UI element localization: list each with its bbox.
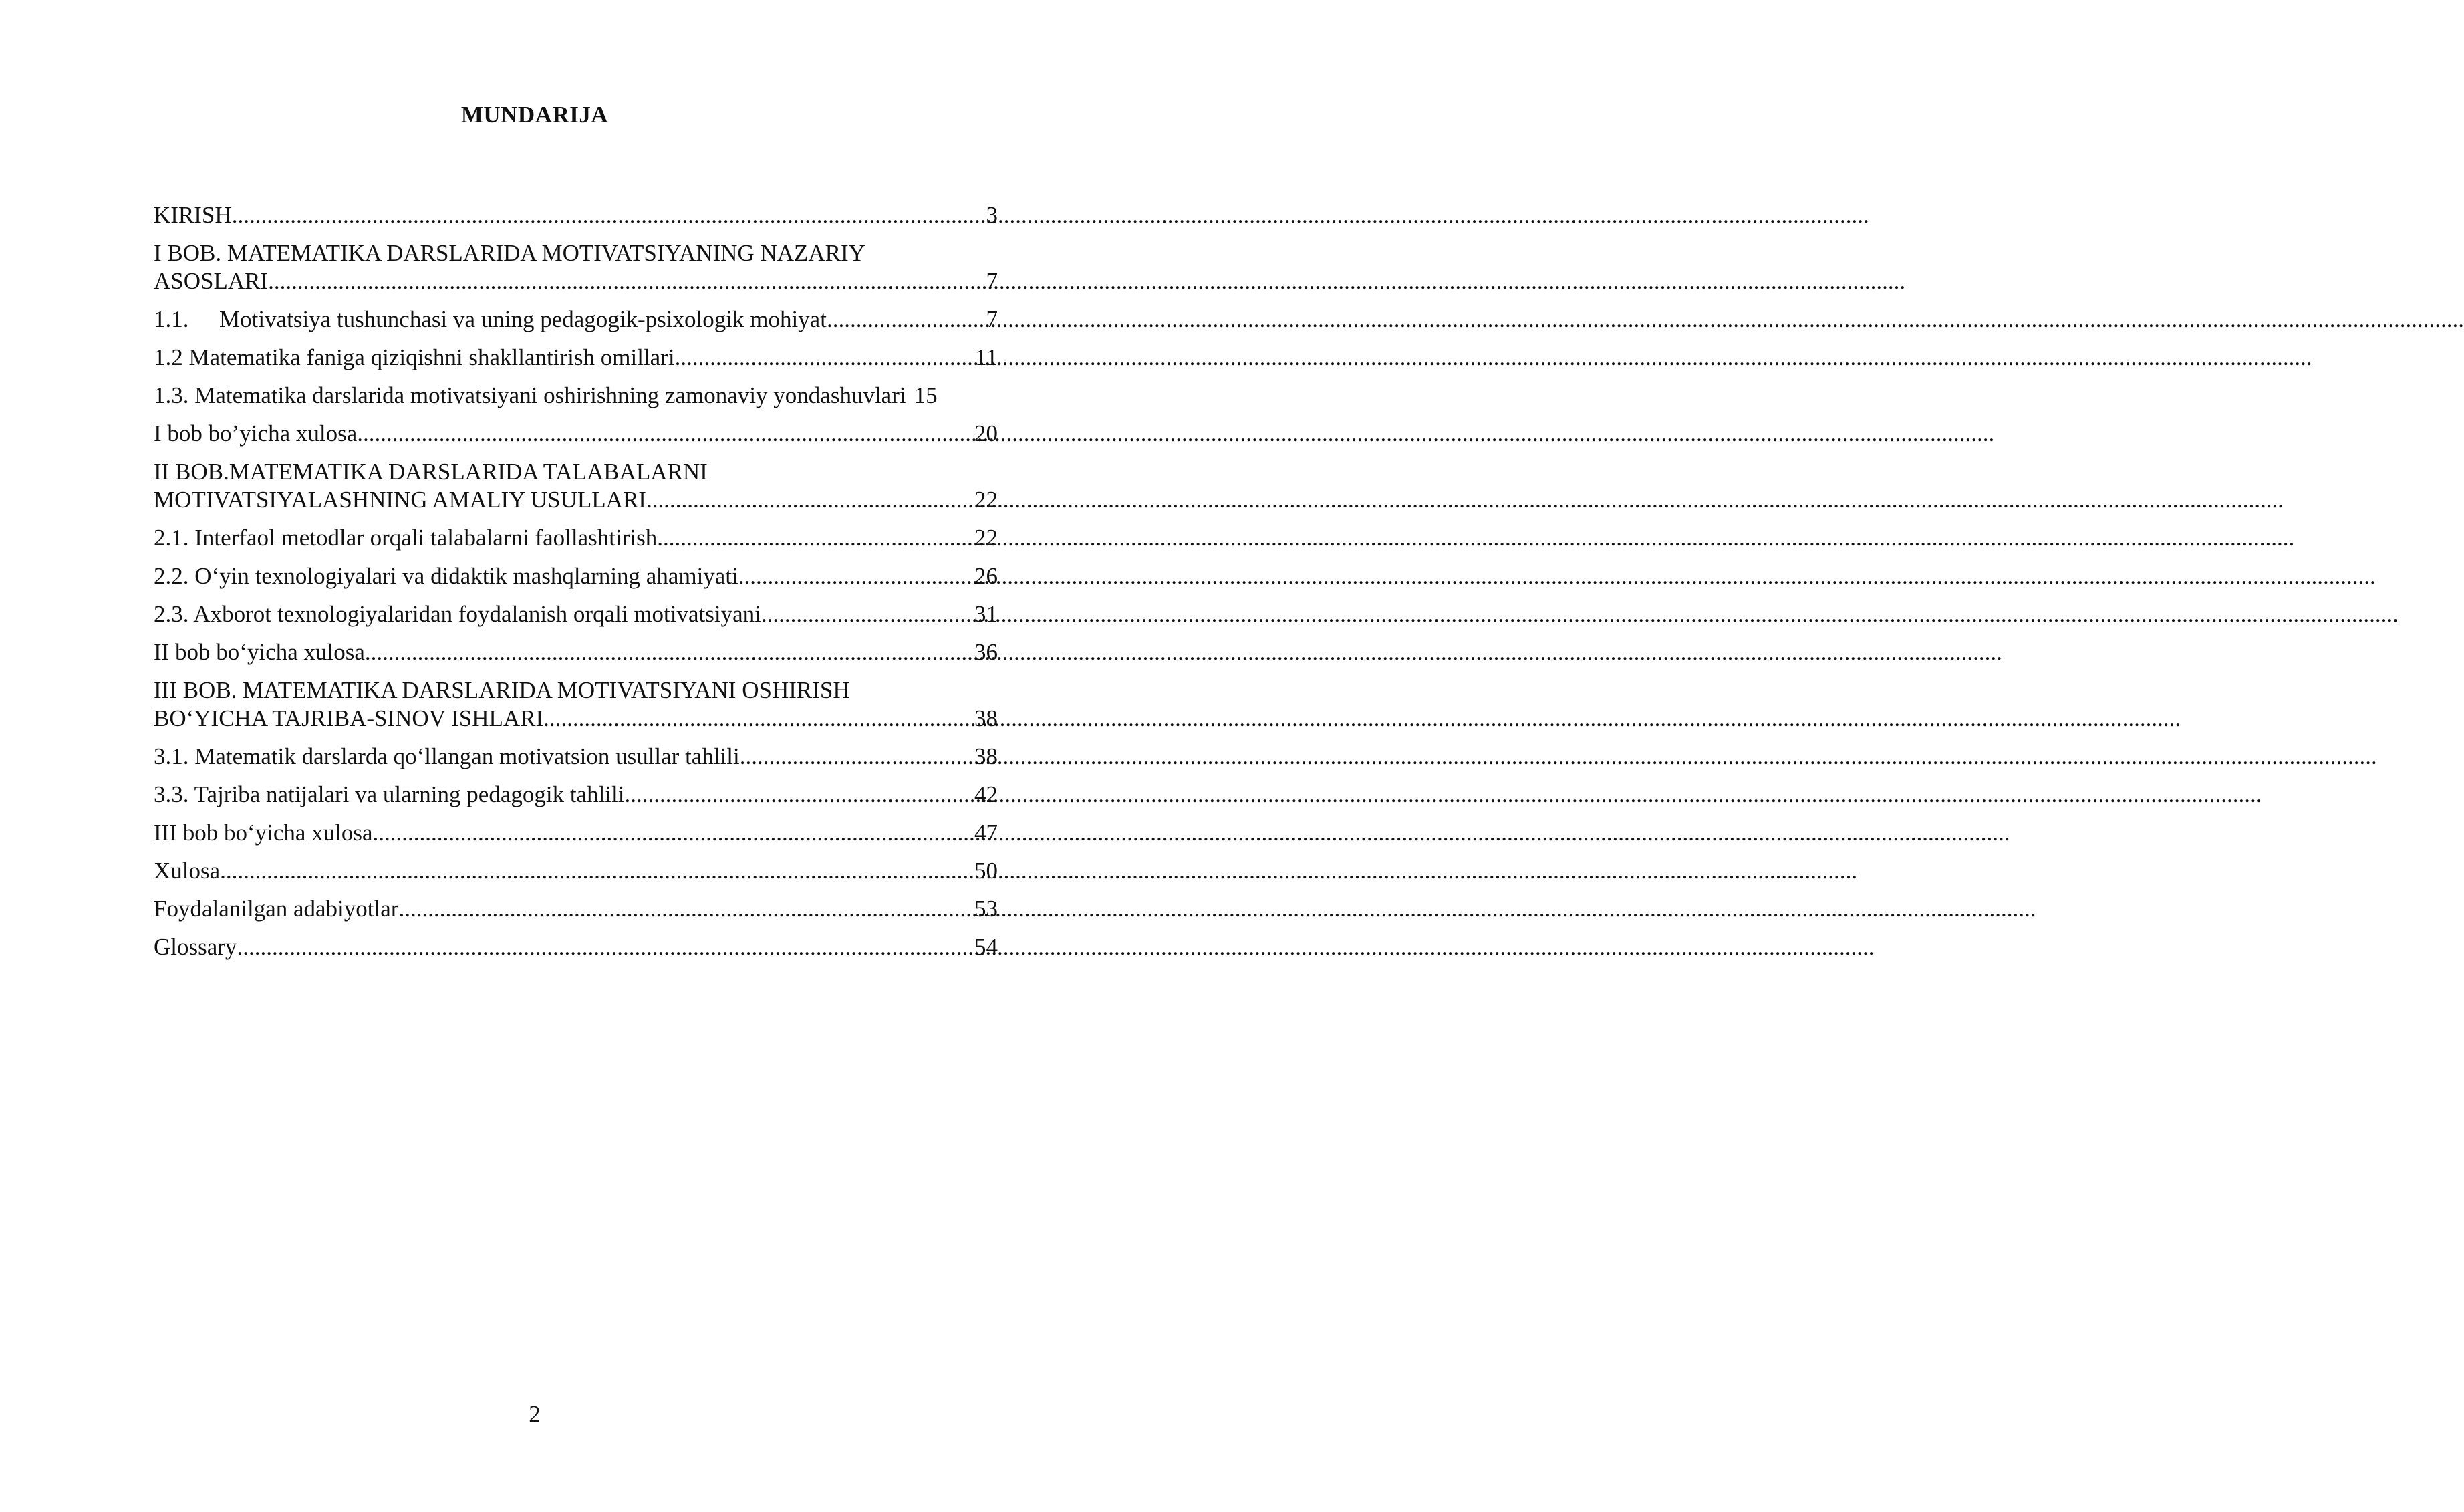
toc-dot-leader <box>398 895 973 923</box>
toc-entry-title <box>154 524 657 552</box>
toc-entry-page: 7 <box>986 268 998 294</box>
toc-entry-text: 2.2. O‘yin texnologiyalari va didaktik mashqlarning ahamiyati <box>154 563 738 589</box>
toc-entry-page: 42 <box>974 781 998 807</box>
toc-entry-title <box>154 382 906 410</box>
toc-entry[interactable] <box>154 743 998 771</box>
toc-entry-page: 22 <box>974 487 998 513</box>
toc-entry-page: 53 <box>974 896 998 922</box>
toc-dot-leader <box>232 201 985 229</box>
toc-entry-line <box>154 857 998 885</box>
toc-entry-page: 7 <box>986 306 998 332</box>
toc-entry-text: Foydalanilgan adabiyotlar <box>154 896 399 922</box>
document-page <box>0 0 1069 1512</box>
toc-entry-page: 36 <box>974 639 998 665</box>
toc-entry-line <box>154 382 998 410</box>
toc-dot-leader <box>738 562 973 590</box>
toc-entry-page: 50 <box>974 858 998 884</box>
toc-entry[interactable] <box>154 420 998 448</box>
toc-entry[interactable] <box>154 676 998 733</box>
toc-entry-text: KIRISH <box>154 202 232 228</box>
toc-entry-title <box>154 600 761 628</box>
toc-dot-leader <box>220 857 973 885</box>
toc-entry-heading-line: III BOB. MATEMATIKA DARSLARIDA MOTIVATSIYANI OSHIRISH <box>154 677 850 703</box>
toc-entry[interactable] <box>154 857 998 885</box>
toc-entry[interactable] <box>154 305 998 334</box>
toc-entry-title <box>154 344 675 372</box>
page-title: MUNDARIJA <box>460 102 609 128</box>
toc-entry-line <box>154 600 998 628</box>
toc-entry-heading-line: I BOB. MATEMATIKA DARSLARIDA MOTIVATSIYANING NAZARIY <box>154 240 865 266</box>
toc-entry[interactable] <box>154 781 998 809</box>
toc-entry-title <box>154 305 827 334</box>
toc-dot-leader <box>357 420 973 448</box>
toc-dot-leader <box>740 743 973 771</box>
toc-dot-leader <box>365 638 973 666</box>
toc-entry-page: 54 <box>974 934 998 960</box>
toc-entry[interactable] <box>154 201 998 229</box>
toc-entry[interactable] <box>154 933 998 961</box>
toc-entry-title <box>154 895 398 923</box>
toc-entry-heading-line: II BOB.MATEMATIKA DARSLARIDA TALABALARNI <box>154 459 708 485</box>
toc-entry-title <box>154 267 268 295</box>
toc-entry-title <box>154 819 373 847</box>
toc-dot-leader <box>268 267 984 295</box>
toc-entry-number: 1.1. <box>154 306 189 332</box>
toc-entry[interactable] <box>154 895 998 923</box>
toc-entry-line <box>154 933 998 961</box>
toc-entry-text: I bob bo’yicha xulosa <box>154 420 358 447</box>
toc-entry-line <box>154 420 998 448</box>
table-of-contents <box>154 201 998 971</box>
toc-entry-title <box>154 486 646 514</box>
toc-entry[interactable] <box>154 524 998 552</box>
toc-entry-text: Xulosa <box>154 858 221 884</box>
toc-entry[interactable] <box>154 344 998 372</box>
toc-entry[interactable] <box>154 638 998 666</box>
toc-dot-leader <box>675 344 974 372</box>
toc-entry-page: 20 <box>974 420 998 447</box>
toc-entry-line <box>154 819 998 847</box>
toc-entry-text: Glossary <box>154 934 237 960</box>
toc-dot-leader <box>657 524 973 552</box>
toc-entry-line <box>154 895 998 923</box>
toc-entry-title <box>154 420 357 448</box>
toc-entry-page: 38 <box>974 705 998 731</box>
toc-entry-title <box>154 781 624 809</box>
toc-entry-text: III bob bo‘yicha xulosa <box>154 820 373 846</box>
page-number: 2 <box>529 1401 541 1427</box>
toc-entry-title <box>154 857 220 885</box>
toc-dot-leader <box>761 600 973 628</box>
toc-entry-line <box>154 743 998 771</box>
toc-entry-line <box>154 781 998 809</box>
toc-entry-line <box>154 267 998 295</box>
toc-entry-text: 1.3. Matematika darslarida motivatsiyani oshirishning zamonaviy yondashuvlari <box>154 382 906 408</box>
toc-entry-page: 26 <box>974 563 998 589</box>
toc-entry-page: 11 <box>975 344 998 370</box>
toc-entry-line <box>154 486 998 514</box>
toc-entry-title <box>154 201 232 229</box>
toc-entry-text: 3.1. Matematik darslarda qo‘llangan motivatsion usullar tahlili <box>154 743 740 769</box>
toc-entry-line <box>154 705 998 733</box>
toc-dot-leader <box>646 486 973 514</box>
toc-entry[interactable] <box>154 600 998 628</box>
toc-entry-page: 22 <box>974 525 998 551</box>
toc-entry-page: 47 <box>974 820 998 846</box>
toc-entry-line <box>154 562 998 590</box>
toc-entry-text: MOTIVATSIYALASHNING AMALIY USULLARI <box>154 487 646 513</box>
toc-entry-page: 31 <box>974 601 998 627</box>
toc-entry[interactable] <box>154 819 998 847</box>
toc-entry-line <box>154 638 998 666</box>
toc-dot-leader <box>827 305 985 334</box>
toc-dot-leader <box>624 781 973 809</box>
toc-entry-page: 3 <box>986 202 998 228</box>
toc-entry-line <box>154 344 998 372</box>
toc-entry-title <box>154 705 543 733</box>
toc-entry-text: 1.2 Matematika faniga qiziqishni shakllantirish omillari <box>154 344 675 370</box>
toc-entry[interactable] <box>154 458 998 514</box>
toc-entry-title <box>154 933 237 961</box>
toc-entry-title <box>154 562 738 590</box>
toc-entry-text: II bob bo‘yicha xulosa <box>154 639 365 665</box>
toc-entry-text: 2.1. Interfaol metodlar orqali talabalarni faollashtirish <box>154 525 658 551</box>
toc-entry-text: ASOSLARI <box>154 268 269 294</box>
toc-entry-line <box>154 524 998 552</box>
toc-entry-page: 38 <box>974 743 998 769</box>
toc-entry[interactable] <box>154 562 998 590</box>
toc-entry-text: BO‘YICHA TAJRIBA-SINOV ISHLARI <box>154 705 544 731</box>
toc-entry-line <box>154 201 998 229</box>
toc-entry[interactable] <box>154 382 998 410</box>
toc-entry-line <box>154 305 998 334</box>
toc-dot-leader <box>373 819 973 847</box>
toc-dot-leader <box>543 705 973 733</box>
toc-entry-page: 15 <box>914 382 938 408</box>
toc-entry-text: 3.3. Tajriba natijalari va ularning pedagogik tahlili <box>154 781 625 807</box>
toc-entry-title <box>154 743 740 771</box>
toc-dot-leader <box>237 933 973 961</box>
toc-entry-text: 2.3. Axborot texnologiyalaridan foydalanish orqali motivatsiyani <box>154 601 761 627</box>
toc-entry-title <box>154 638 365 666</box>
toc-entry-text: Motivatsiya tushunchasi va uning pedagogik-psixologik mohiyat <box>219 306 827 332</box>
toc-entry[interactable] <box>154 239 998 295</box>
